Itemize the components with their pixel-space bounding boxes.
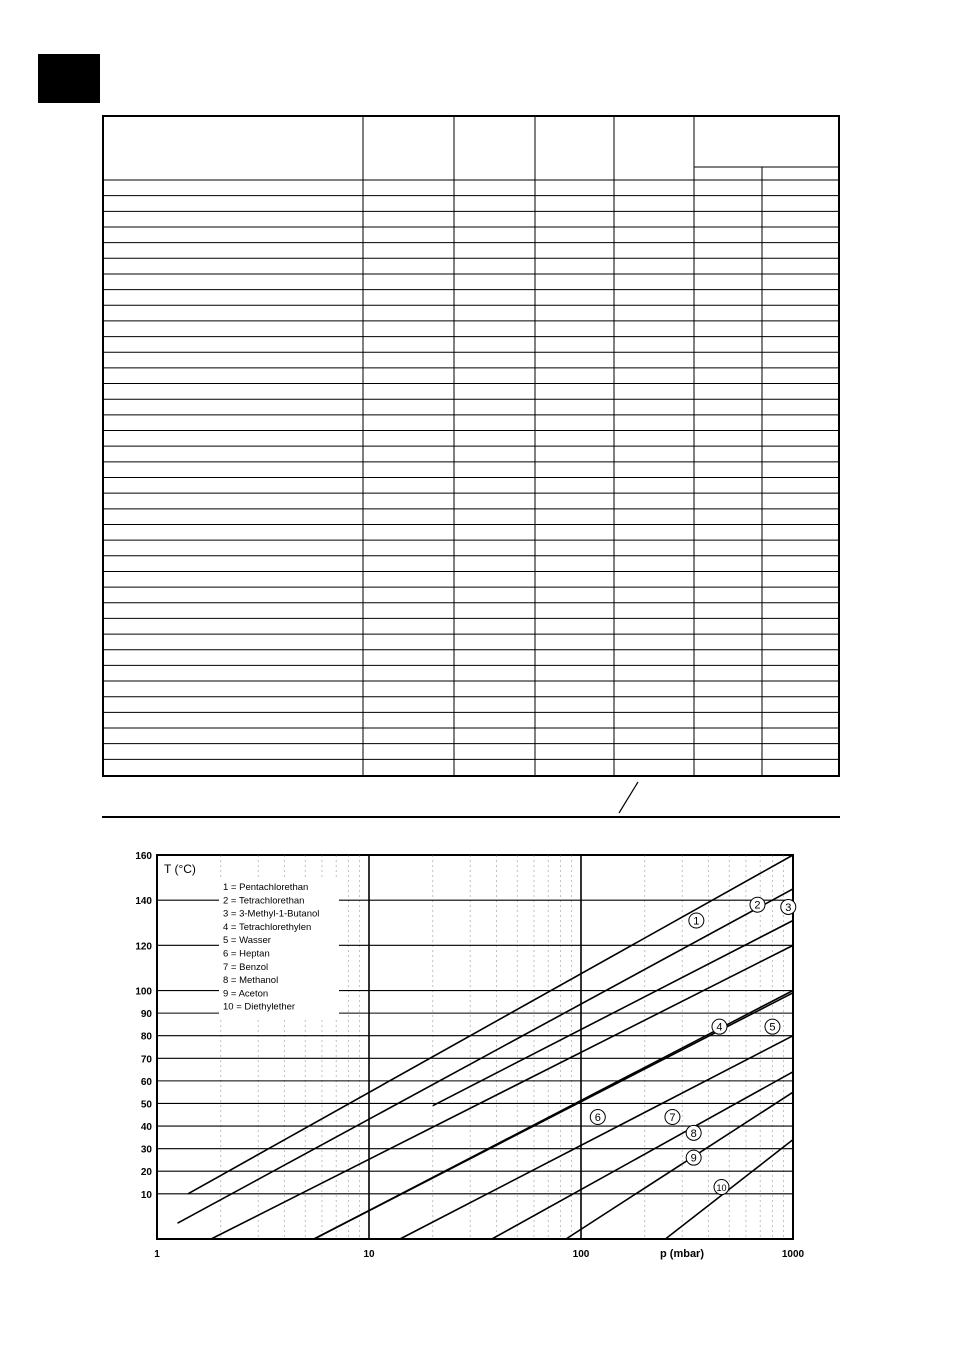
x-tick-label: 100	[572, 1249, 590, 1260]
table-grid	[104, 117, 838, 775]
series-line-10	[665, 1140, 793, 1239]
series-label-8: 8	[690, 1127, 697, 1140]
x-tick-label: 1	[154, 1249, 160, 1260]
corner-marker-block	[38, 54, 100, 103]
y-tick-label: 10	[140, 1189, 152, 1201]
y-tick-label: 100	[135, 986, 152, 998]
y-tick-label: 60	[140, 1076, 152, 1088]
legend-entry: 8 = Methanol	[223, 975, 279, 987]
legend-entry: 5 = Wasser	[223, 935, 271, 947]
series-label-7: 7	[669, 1112, 676, 1125]
legend-entry: 6 = Heptan	[223, 948, 270, 960]
y-tick-label: 70	[140, 1054, 152, 1066]
legend-entry: 1 = Pentachlorethan	[223, 882, 309, 893]
series-label-1: 1	[693, 915, 700, 928]
empty-data-table	[102, 115, 840, 777]
series-line-7	[400, 1036, 793, 1239]
y-tick-label: 40	[140, 1122, 152, 1134]
section-divider	[102, 816, 840, 818]
y-tick-label: 120	[135, 941, 152, 953]
series-label-9: 9	[690, 1152, 697, 1165]
y-tick-label: 140	[135, 896, 152, 908]
series-label-3: 3	[785, 901, 792, 914]
series-label-6: 6	[594, 1112, 601, 1125]
y-axis-label: T (°C)	[164, 862, 196, 876]
y-tick-label: 20	[140, 1167, 152, 1179]
x-tick-label: 1000	[781, 1249, 805, 1260]
chart-legend	[219, 878, 339, 1019]
legend-entry: 9 = Aceton	[223, 988, 269, 1000]
legend-entry: 4 = Tetrachlorethylen	[223, 921, 312, 933]
series-label-2: 2	[754, 899, 761, 912]
series-label-5: 5	[769, 1021, 776, 1034]
y-tick-label: 50	[140, 1099, 152, 1111]
legend-entry: 10 = Diethylether	[223, 1001, 296, 1013]
vapor-pressure-chart	[120, 845, 820, 1270]
series-label-4: 4	[716, 1021, 723, 1034]
series-line-8	[492, 1072, 793, 1239]
y-tick-label: 80	[140, 1031, 152, 1043]
y-tick-label: 160	[135, 851, 152, 862]
legend-entry: 3 = 3-Methyl-1-Butanol	[223, 908, 320, 920]
y-tick-label: 30	[140, 1144, 152, 1156]
y-tick-label: 90	[140, 1009, 152, 1021]
series-label-10: 10	[716, 1183, 727, 1194]
legend-entry: 7 = Benzol	[223, 961, 269, 973]
legend-entry: 2 = Tetrachlorethan	[223, 895, 305, 907]
x-tick-label: 10	[363, 1249, 375, 1260]
slash-mark	[600, 780, 640, 816]
x-axis-label: p (mbar)	[660, 1248, 704, 1260]
